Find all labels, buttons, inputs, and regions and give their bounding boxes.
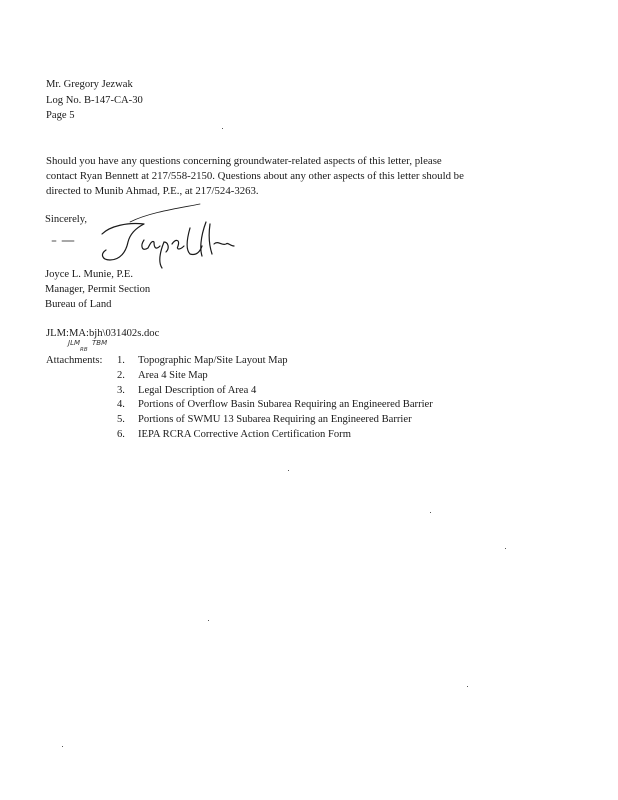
body-line-2: contact Ryan Bennett at 217/558-2150. Questions about any other aspects of this letter should be: [46, 170, 464, 182]
recipient-name: Mr. Gregory Jezwak: [46, 79, 133, 90]
body-line-1: Should you have any questions concerning groundwater-related aspects of this letter, please: [46, 155, 442, 167]
attachment-item: Portions of SWMU 13 Subarea Requiring an Engineered Barrier: [138, 414, 412, 425]
attachment-item: Topographic Map/Site Layout Map: [138, 355, 288, 366]
attachment-item: IEPA RCRA Corrective Action Certification Form: [138, 429, 351, 440]
attachments-label: Attachments:: [46, 355, 103, 366]
handwritten-signature: [40, 198, 240, 273]
scan-speck: [288, 470, 289, 471]
initials-jlm: JLM: [68, 339, 81, 347]
closing: Sincerely,: [45, 214, 87, 225]
attachment-number: 4.: [117, 399, 125, 410]
initials-tbm: TBM: [92, 339, 108, 347]
attachment-number: 2.: [117, 370, 125, 381]
attachment-item: Area 4 Site Map: [138, 370, 208, 381]
reference-code: JLM:MA:bjh\031402s.doc: [46, 328, 160, 339]
signer-name: Joyce L. Munie, P.E.: [45, 269, 133, 280]
attachment-number: 3.: [117, 385, 125, 396]
signer-title: Manager, Permit Section: [45, 284, 151, 295]
attachment-number: 5.: [117, 414, 125, 425]
scan-speck: [62, 746, 63, 747]
scan-speck: [505, 548, 506, 549]
attachment-item: Legal Description of Area 4: [138, 385, 257, 396]
signer-bureau: Bureau of Land: [45, 299, 112, 310]
scan-speck: [430, 512, 431, 513]
initials-rb: RB: [80, 347, 88, 353]
body-line-3: directed to Munib Ahmad, P.E., at 217/524-3263.: [46, 185, 259, 197]
scan-speck: [467, 686, 468, 687]
page-number: Page 5: [46, 110, 75, 121]
attachment-number: 1.: [117, 355, 125, 366]
scan-speck: [222, 128, 223, 129]
scan-speck: [208, 620, 209, 621]
attachment-number: 6.: [117, 429, 125, 440]
attachment-item: Portions of Overflow Basin Subarea Requiring an Engineered Barrier: [138, 399, 433, 410]
log-number: Log No. B-147-CA-30: [46, 95, 143, 106]
